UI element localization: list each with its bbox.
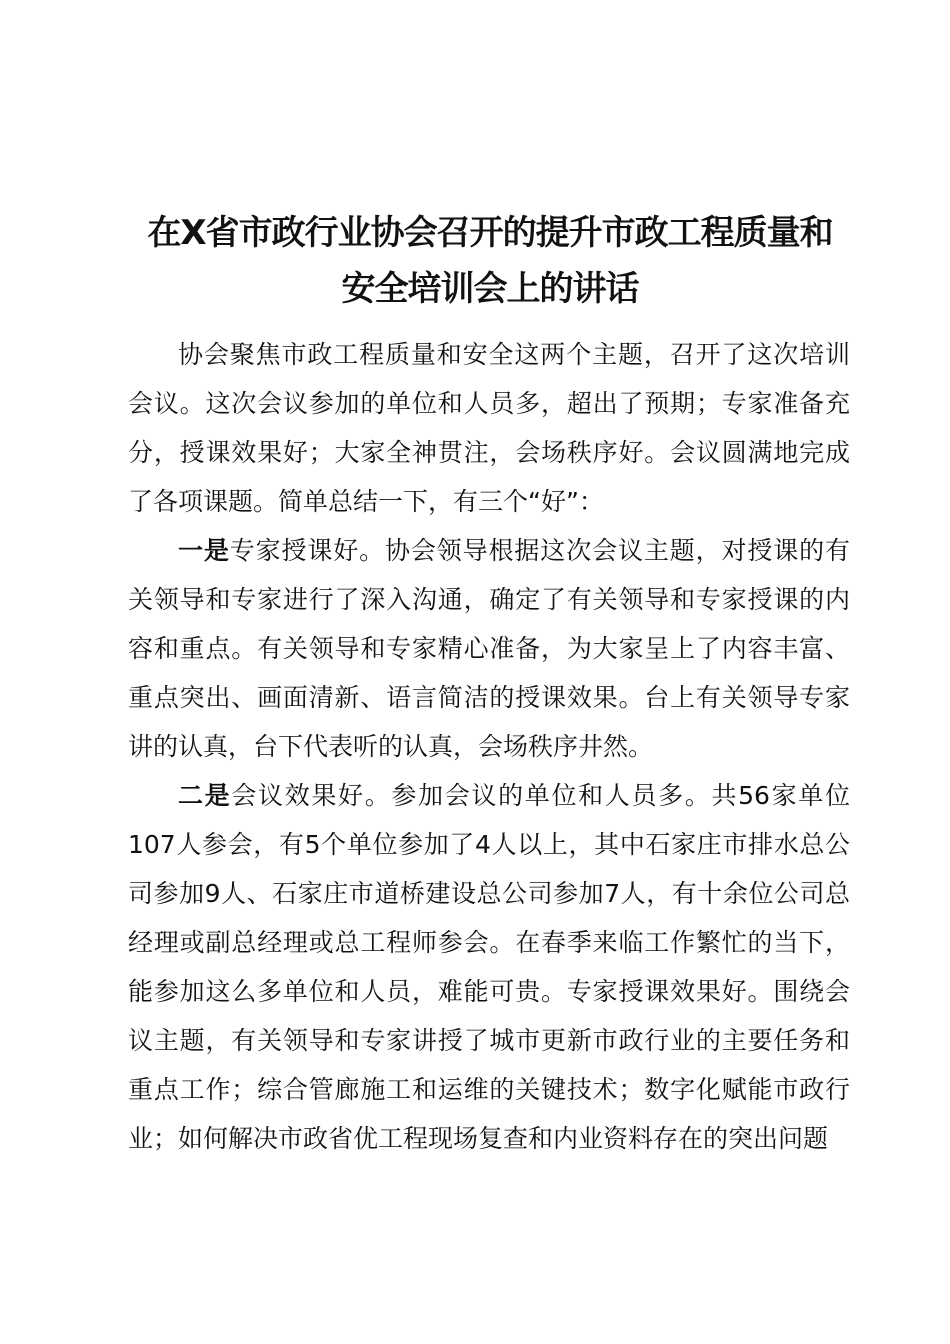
paragraph-point-one: [128, 526, 850, 771]
paragraph-lead: 一是: [178, 536, 230, 565]
title-line-2: 安全培训会上的讲话: [341, 269, 639, 309]
paragraph-text: 会议效果好。参加会议的单位和人员多。共56家单位107人参会，有5个单位参加了4人以上，其中石家庄市排水总公司参加9人、石家庄市道桥建设总公司参加7人，有十余位公司总经理或副总经理或总工程师参会。在春季来临工作繁忙的当下，能参加这么多单位和人员，难能可贵。专家授课效果好。围绕会议主题，有关领导和专家讲授了城市更新市政行业的主要任务和重点工作；综合管廊施工和运维的关键技术；数字化赋能市政行业；如何解决市政省优工程现场复查和内业资料存在的突出问题: [128, 781, 850, 1153]
paragraph-text: 专家授课好。协会领导根据这次会议主题，对授课的有关领导和专家进行了深入沟通，确定了有关领导和专家授课的内容和重点。有关领导和专家精心准备，为大家呈上了内容丰富、重点突出、画面清新、语言简洁的授课效果。台上有关领导专家讲的认真，台下代表听的认真，会场秩序井然。: [128, 536, 850, 761]
paragraph-point-two: [128, 771, 850, 1163]
paragraph-lead: 二是: [178, 781, 232, 810]
paragraph-text: 协会聚焦市政工程质量和安全这两个主题，召开了这次培训会议。这次会议参加的单位和人员多，超出了预期；专家准备充分，授课效果好；大家全神贯注，会场秩序好。会议圆满地完成了各项课题。简单总结一下，有三个“好”：: [128, 340, 850, 516]
document-body: [128, 330, 850, 1163]
paragraph-intro: [128, 330, 850, 526]
document-title: [100, 205, 880, 317]
title-line-1: 在X省市政行业协会召开的提升市政工程质量和: [147, 213, 833, 253]
